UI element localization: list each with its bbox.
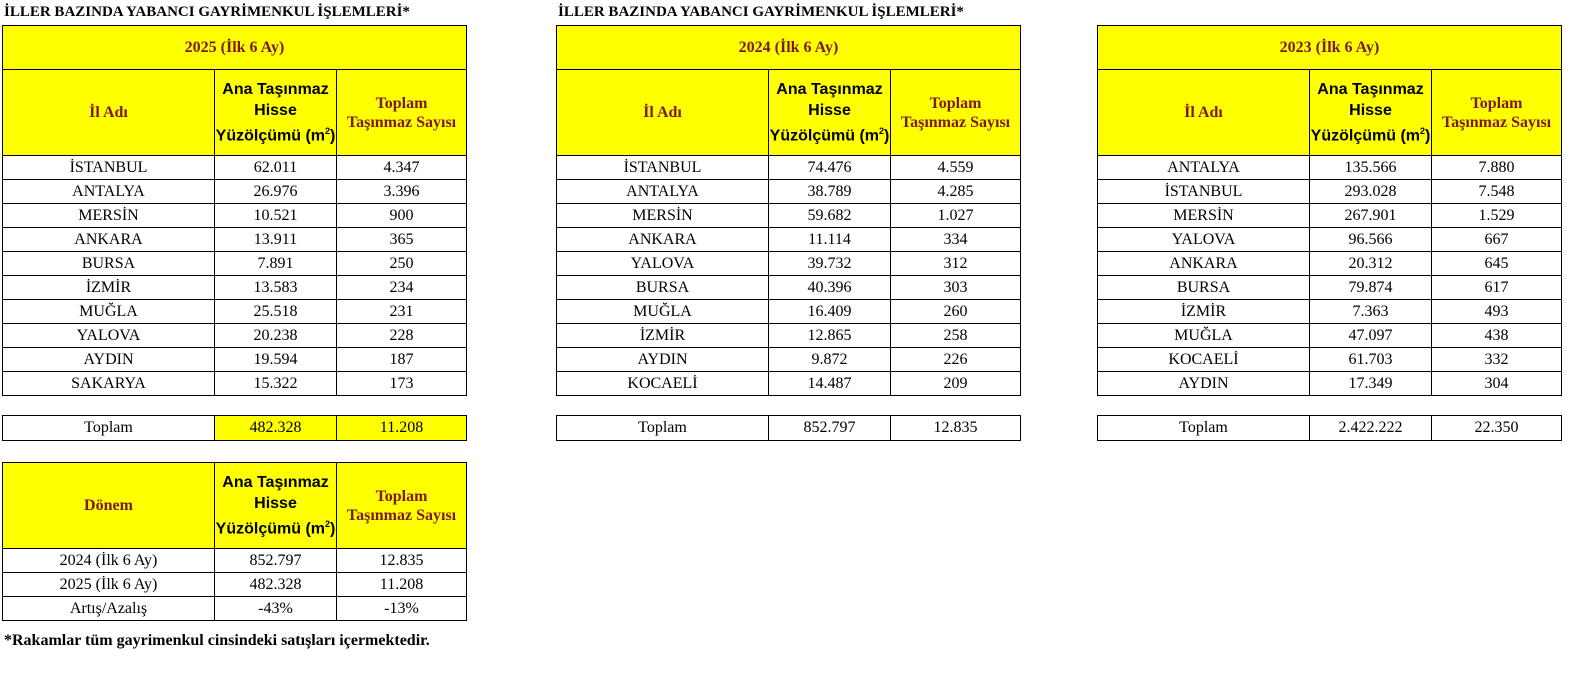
province-table-0 — [2, 25, 467, 396]
count-cell: 3.396 — [337, 180, 467, 204]
table-row — [3, 180, 467, 204]
table-row — [1098, 204, 1562, 228]
year-header: 2025 (İlk 6 Ay) — [3, 26, 467, 70]
province-cell: İSTANBUL — [1098, 180, 1310, 204]
area-cell: 74.476 — [769, 156, 891, 180]
count-cell: 11.208 — [337, 573, 467, 597]
table-row — [1098, 324, 1562, 348]
comparison-row — [3, 573, 467, 597]
province-cell: MUĞLA — [1098, 324, 1310, 348]
province-column-header: İl Adı — [3, 70, 215, 156]
province-cell: BURSA — [557, 276, 769, 300]
area-cell: 135.566 — [1310, 156, 1432, 180]
count-cell: 617 — [1432, 276, 1562, 300]
table-row — [557, 204, 1021, 228]
table-row — [3, 228, 467, 252]
area-cell: 16.409 — [769, 300, 891, 324]
province-cell: MERSİN — [557, 204, 769, 228]
count-column-header: Toplam Taşınmaz Sayısı — [337, 70, 467, 156]
province-cell: BURSA — [1098, 276, 1310, 300]
province-cell: AYDIN — [3, 348, 215, 372]
report-title-left: İLLER BAZINDA YABANCI GAYRİMENKUL İŞLEMLERİ* — [4, 4, 410, 20]
table-row — [557, 372, 1021, 396]
table-row — [1098, 348, 1562, 372]
area-cell: 482.328 — [215, 573, 337, 597]
area-column-header: Ana Taşınmaz Hisse Yüzölçümü $(m^2)$ — [215, 70, 337, 156]
province-cell: MUĞLA — [3, 300, 215, 324]
table-row — [557, 156, 1021, 180]
table-row — [557, 276, 1021, 300]
province-cell: KOCAELİ — [1098, 348, 1310, 372]
column-header-row — [557, 70, 1021, 156]
year-header: 2023 (İlk 6 Ay) — [1098, 26, 1562, 70]
count-cell: 667 — [1432, 228, 1562, 252]
count-cell: -13% — [337, 597, 467, 621]
area-cell: 61.703 — [1310, 348, 1432, 372]
total-area: 852.797 — [769, 416, 891, 441]
table-row — [3, 348, 467, 372]
count-cell: 334 — [891, 228, 1021, 252]
area-cell: 293.028 — [1310, 180, 1432, 204]
count-cell: 4.285 — [891, 180, 1021, 204]
table-row — [1098, 156, 1562, 180]
total-row — [1098, 416, 1562, 441]
count-cell: 438 — [1432, 324, 1562, 348]
total-table-0 — [2, 415, 467, 441]
province-cell: ANTALYA — [1098, 156, 1310, 180]
period-cell: 2025 (İlk 6 Ay) — [3, 573, 215, 597]
total-count: 22.350 — [1432, 416, 1562, 441]
count-cell: 187 — [337, 348, 467, 372]
area-cell: 13.911 — [215, 228, 337, 252]
area-cell: 12.865 — [769, 324, 891, 348]
column-header-row — [3, 70, 467, 156]
total-area: 482.328 — [215, 416, 337, 441]
count-cell: 209 — [891, 372, 1021, 396]
table-row — [3, 372, 467, 396]
count-cell: 645 — [1432, 252, 1562, 276]
province-cell: İZMİR — [3, 276, 215, 300]
count-cell: 304 — [1432, 372, 1562, 396]
count-cell: 303 — [891, 276, 1021, 300]
area-cell: 38.789 — [769, 180, 891, 204]
footnote: *Rakamlar tüm gayrimenkul cinsindeki satışları içermektedir. — [4, 632, 430, 649]
period-column-header: Dönem — [3, 463, 215, 549]
province-cell: MUĞLA — [557, 300, 769, 324]
total-row — [557, 416, 1021, 441]
total-table-1 — [556, 415, 1021, 441]
table-row — [557, 228, 1021, 252]
count-cell: 332 — [1432, 348, 1562, 372]
area-cell: 62.011 — [215, 156, 337, 180]
area-column-header: Ana Taşınmaz Hisse Yüzölçümü $(m^2)$ — [1310, 70, 1432, 156]
table-row — [3, 204, 467, 228]
report-title-middle: İLLER BAZINDA YABANCI GAYRİMENKUL İŞLEMLERİ* — [558, 4, 964, 20]
total-row — [3, 416, 467, 441]
province-cell: MERSİN — [1098, 204, 1310, 228]
count-cell: 260 — [891, 300, 1021, 324]
count-cell: 250 — [337, 252, 467, 276]
count-cell: 312 — [891, 252, 1021, 276]
comparison-row — [3, 549, 467, 573]
area-cell: 26.976 — [215, 180, 337, 204]
table-row — [1098, 228, 1562, 252]
table-row — [1098, 252, 1562, 276]
province-cell: YALOVA — [1098, 228, 1310, 252]
table-row — [3, 252, 467, 276]
comparison-header-row — [3, 463, 467, 549]
count-cell: 234 — [337, 276, 467, 300]
table-row — [1098, 300, 1562, 324]
area-cell: 14.487 — [769, 372, 891, 396]
table-row — [3, 300, 467, 324]
total-count: 11.208 — [337, 416, 467, 441]
count-column-header: Toplam Taşınmaz Sayısı — [891, 70, 1021, 156]
count-cell: 173 — [337, 372, 467, 396]
table-row — [3, 324, 467, 348]
province-column-header: İl Adı — [557, 70, 769, 156]
area-column-header: Ana Taşınmaz Hisse Yüzölçümü $(m^2)$ — [215, 463, 337, 549]
count-column-header: Toplam Taşınmaz Sayısı — [337, 463, 467, 549]
province-table-2 — [1097, 25, 1562, 396]
area-cell: 17.349 — [1310, 372, 1432, 396]
total-label: Toplam — [1098, 416, 1310, 441]
province-table-1 — [556, 25, 1021, 396]
total-label: Toplam — [557, 416, 769, 441]
table-row — [3, 276, 467, 300]
area-cell: 47.097 — [1310, 324, 1432, 348]
area-cell: 852.797 — [215, 549, 337, 573]
column-header-row — [1098, 70, 1562, 156]
count-column-header: Toplam Taşınmaz Sayısı — [1432, 70, 1562, 156]
province-cell: KOCAELİ — [557, 372, 769, 396]
table-row — [557, 252, 1021, 276]
province-cell: MERSİN — [3, 204, 215, 228]
total-count: 12.835 — [891, 416, 1021, 441]
table-row — [557, 300, 1021, 324]
province-cell: İSTANBUL — [3, 156, 215, 180]
province-cell: ANKARA — [3, 228, 215, 252]
area-cell: 19.594 — [215, 348, 337, 372]
total-table-2 — [1097, 415, 1562, 441]
count-cell: 228 — [337, 324, 467, 348]
area-cell: 267.901 — [1310, 204, 1432, 228]
province-cell: ANTALYA — [557, 180, 769, 204]
province-cell: ANKARA — [1098, 252, 1310, 276]
province-cell: İZMİR — [1098, 300, 1310, 324]
area-cell: 7.363 — [1310, 300, 1432, 324]
area-cell: 59.682 — [769, 204, 891, 228]
area-cell: 39.732 — [769, 252, 891, 276]
table-row — [557, 324, 1021, 348]
area-column-header: Ana Taşınmaz Hisse Yüzölçümü $(m^2)$ — [769, 70, 891, 156]
province-cell: İSTANBUL — [557, 156, 769, 180]
area-cell: 11.114 — [769, 228, 891, 252]
province-column-header: İl Adı — [1098, 70, 1310, 156]
count-cell: 1.027 — [891, 204, 1021, 228]
count-cell: 7.548 — [1432, 180, 1562, 204]
area-cell: 40.396 — [769, 276, 891, 300]
area-cell: 20.238 — [215, 324, 337, 348]
year-header: 2024 (İlk 6 Ay) — [557, 26, 1021, 70]
area-cell: 96.566 — [1310, 228, 1432, 252]
table-row — [1098, 372, 1562, 396]
count-cell: 900 — [337, 204, 467, 228]
count-cell: 258 — [891, 324, 1021, 348]
province-cell: BURSA — [3, 252, 215, 276]
area-cell: 7.891 — [215, 252, 337, 276]
table-row — [3, 156, 467, 180]
count-cell: 365 — [337, 228, 467, 252]
total-label: Toplam — [3, 416, 215, 441]
count-cell: 4.559 — [891, 156, 1021, 180]
count-cell: 1.529 — [1432, 204, 1562, 228]
period-cell: 2024 (İlk 6 Ay) — [3, 549, 215, 573]
count-cell: 226 — [891, 348, 1021, 372]
area-cell: 10.521 — [215, 204, 337, 228]
province-cell: ANTALYA — [3, 180, 215, 204]
province-cell: SAKARYA — [3, 372, 215, 396]
count-cell: 4.347 — [337, 156, 467, 180]
area-cell: 79.874 — [1310, 276, 1432, 300]
area-cell: 15.322 — [215, 372, 337, 396]
count-cell: 12.835 — [337, 549, 467, 573]
count-cell: 493 — [1432, 300, 1562, 324]
area-cell: 25.518 — [215, 300, 337, 324]
table-row — [557, 348, 1021, 372]
table-row — [557, 180, 1021, 204]
province-cell: YALOVA — [3, 324, 215, 348]
total-area: 2.422.222 — [1310, 416, 1432, 441]
comparison-row — [3, 597, 467, 621]
table-row — [1098, 276, 1562, 300]
province-cell: ANKARA — [557, 228, 769, 252]
period-cell: Artış/Azalış — [3, 597, 215, 621]
area-cell: 13.583 — [215, 276, 337, 300]
area-cell: -43% — [215, 597, 337, 621]
province-cell: YALOVA — [557, 252, 769, 276]
province-cell: AYDIN — [1098, 372, 1310, 396]
table-row — [1098, 180, 1562, 204]
count-cell: 7.880 — [1432, 156, 1562, 180]
area-cell: 9.872 — [769, 348, 891, 372]
area-cell: 20.312 — [1310, 252, 1432, 276]
count-cell: 231 — [337, 300, 467, 324]
province-cell: AYDIN — [557, 348, 769, 372]
comparison-table — [2, 462, 467, 621]
province-cell: İZMİR — [557, 324, 769, 348]
